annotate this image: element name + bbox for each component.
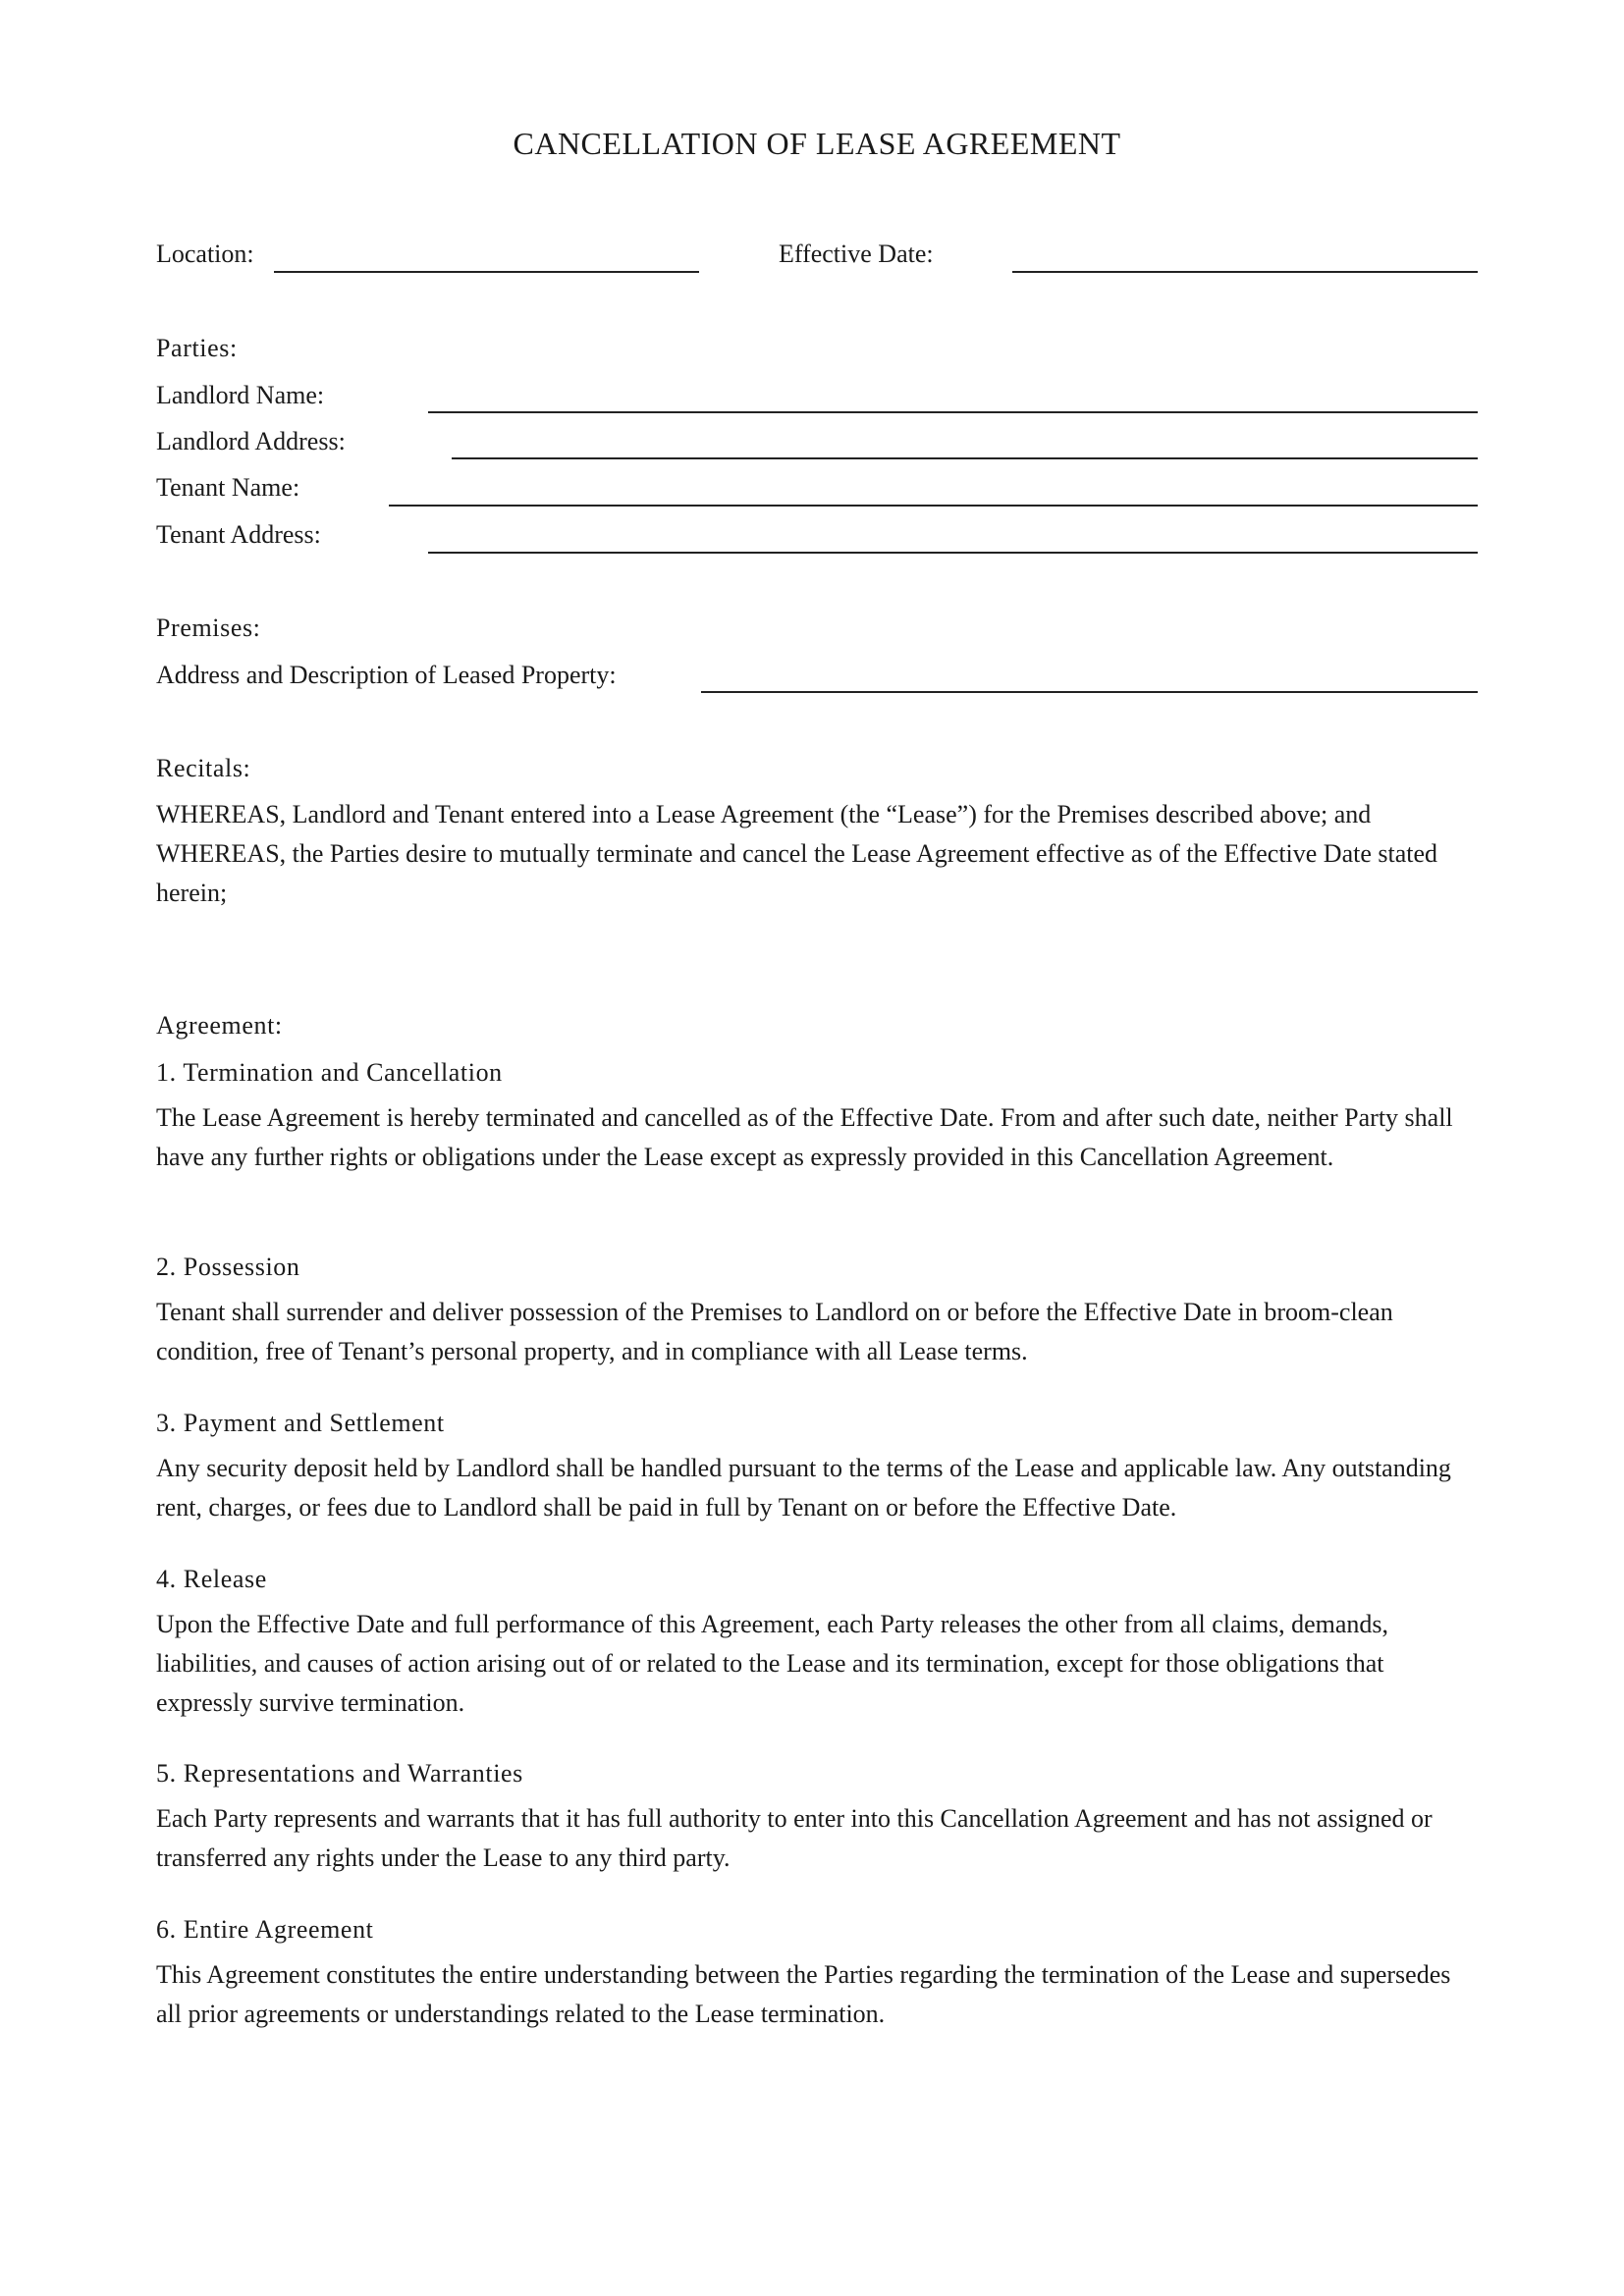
- effective-date-label: Effective Date:: [779, 240, 934, 268]
- section-text: The Lease Agreement is hereby terminated and cancelled as of the Effective Date. From and after such date, neither Party shall have any further rights or obligations under the Lease except as expressly provided in this Cancellation Agreement.: [156, 1103, 1453, 1171]
- parties-heading: Parties:: [156, 334, 238, 362]
- document-page: [156, 0, 1478, 2296]
- section-text: Any security deposit held by Landlord shall be handled pursuant to the terms of the Lease and applicable law. Any outstanding rent, charges, or fees due to Landlord shall be paid in full by Tenant on or before the Effective Date.: [156, 1454, 1451, 1522]
- agreement-heading: Agreement:: [156, 1011, 283, 1040]
- tenant-address-field[interactable]: [428, 552, 1478, 554]
- landlord-address-label: Landlord Address:: [156, 427, 346, 455]
- section-title: 1. Termination and Cancellation: [156, 1058, 503, 1087]
- document-title: CANCELLATION OF LEASE AGREEMENT: [513, 126, 1121, 161]
- section-text: Each Party represents and warrants that it has full authority to enter into this Cancellation Agreement and has not assigned or transferred any rights under the Lease to any third party.: [156, 1804, 1433, 1872]
- location-field[interactable]: [274, 271, 699, 273]
- recitals-text: WHEREAS, Landlord and Tenant entered into a Lease Agreement (the “Lease”) for the Premises described above; and WHEREAS, the Parties desire to mutually terminate and cancel the Lease Agreement effective as of the Effective Date stated herein;: [156, 800, 1438, 907]
- section-text: Upon the Effective Date and full performance of this Agreement, each Party releases the other from all claims, demands, liabilities, and causes of action arising out of or related to the Lease and its termination, except for those obligations that expressly survive termination.: [156, 1610, 1388, 1717]
- section-title: 4. Release: [156, 1565, 267, 1593]
- landlord-name-field[interactable]: [428, 411, 1478, 413]
- property-field[interactable]: [701, 691, 1478, 693]
- section-title: 5. Representations and Warranties: [156, 1759, 523, 1788]
- section-text: Tenant shall surrender and deliver possession of the Premises to Landlord on or before the Effective Date in broom-clean condition, free of Tenant’s personal property, and in compliance with all Lease terms.: [156, 1298, 1393, 1365]
- premises-heading: Premises:: [156, 614, 261, 642]
- location-label: Location:: [156, 240, 254, 268]
- section-text: This Agreement constitutes the entire understanding between the Parties regarding the termination of the Lease and supersedes all prior agreements or understandings related to the Lease termination.: [156, 1960, 1451, 2028]
- section-title: 3. Payment and Settlement: [156, 1409, 445, 1437]
- tenant-name-field[interactable]: [389, 505, 1478, 507]
- landlord-name-label: Landlord Name:: [156, 381, 325, 409]
- property-label: Address and Description of Leased Property:: [156, 661, 617, 689]
- section-title: 6. Entire Agreement: [156, 1915, 374, 1944]
- section-title: 2. Possession: [156, 1253, 300, 1281]
- tenant-address-label: Tenant Address:: [156, 520, 321, 549]
- tenant-name-label: Tenant Name:: [156, 473, 300, 502]
- landlord-address-field[interactable]: [452, 457, 1478, 459]
- effective-date-field[interactable]: [1012, 271, 1478, 273]
- recitals-heading: Recitals:: [156, 754, 251, 782]
